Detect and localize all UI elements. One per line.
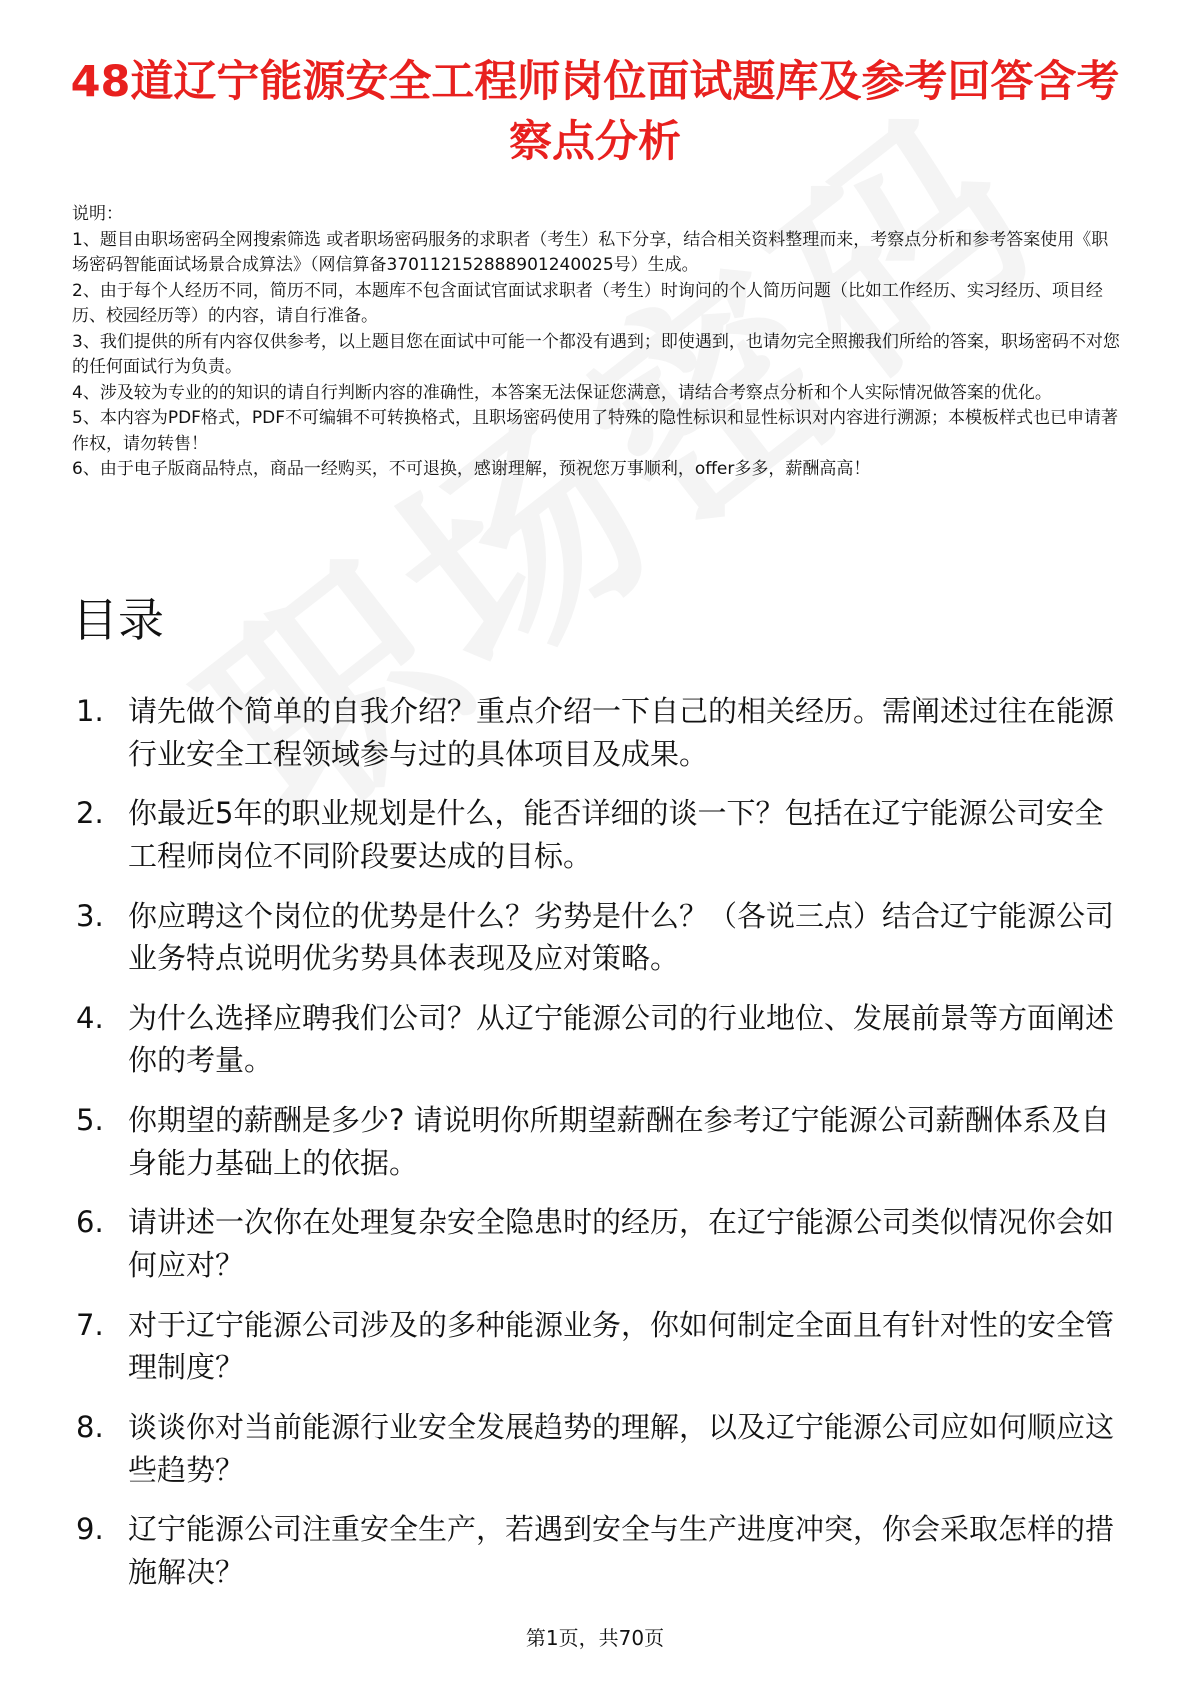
toc-item-text: 请讲述一次你在处理复杂安全隐患时的经历，在辽宁能源公司类似情况你会如何应对？ xyxy=(128,1205,1115,1282)
toc-item-text: 对于辽宁能源公司涉及的多种能源业务，你如何制定全面且有针对性的安全管理制度？ xyxy=(128,1307,1115,1385)
toc-item-text: 请先做个简单的自我介绍？重点介绍一下自己的相关经历。需阐述过往在能源行业安全工程领域参与过的具体项目及成果。 xyxy=(128,694,1115,771)
notes-heading: 说明： xyxy=(72,204,123,224)
page-footer: 第1页，共70页 xyxy=(525,1626,665,1650)
toc-item-number: 7. xyxy=(76,1307,104,1342)
toc-item-number: 2. xyxy=(76,796,104,831)
toc-item[interactable] xyxy=(76,895,1126,980)
toc-item[interactable] xyxy=(76,792,1126,877)
toc-item[interactable] xyxy=(76,997,1126,1082)
toc-item-text: 辽宁能源公司注重安全生产，若遇到安全与生产进度冲突，你会采取怎样的措施解决？ xyxy=(128,1512,1115,1589)
toc-item-text: 为什么选择应聘我们公司？从辽宁能源公司的行业地位、发展前景等方面阐述你的考量。 xyxy=(128,1000,1115,1078)
notes-section xyxy=(72,202,1122,483)
toc-item-text: 谈谈你对当前能源行业安全发展趋势的理解，以及辽宁能源公司应如何顺应这些趋势？ xyxy=(128,1410,1115,1487)
toc-item[interactable] xyxy=(76,1099,1126,1184)
toc-item-number: 8. xyxy=(76,1410,104,1445)
notes-item-2: 2、由于每个人经历不同，简历不同，本题库不包含面试官面试求职者（考生）时询问的个人简历问题（比如工作经历、实习经历、项目经历、校园经历等）的内容，请自行准备。 xyxy=(72,280,1103,326)
toc-item-text: 你期望的薪酬是多少? 请说明你所期望薪酬在参考辽宁能源公司薪酬体系及自身能力基础上的依据。 xyxy=(128,1103,1110,1180)
toc-item-text: 你应聘这个岗位的优势是什么？劣势是什么？（各说三点）结合辽宁能源公司业务特点说明优劣势具体表现及应对策略。 xyxy=(128,898,1115,976)
document-title: 48道辽宁能源安全工程师岗位面试题库及参考回答含考察点分析 xyxy=(70,57,1120,167)
toc-list xyxy=(76,690,1126,1611)
toc-item-number: 6. xyxy=(76,1205,104,1240)
toc-item[interactable] xyxy=(76,690,1126,775)
notes-item-3: 3、我们提供的所有内容仅供参考，以上题目您在面试中可能一个都没有遇到；即使遇到，也请勿完全照搬我们所给的答案，职场密码不对您的任何面试行为负责。 xyxy=(72,331,1120,377)
toc-item-text: 你最近5年的职业规划是什么，能否详细的谈一下？包括在辽宁能源公司安全工程师岗位不同阶段要达成的目标。 xyxy=(128,796,1104,873)
toc-item[interactable] xyxy=(76,1406,1126,1491)
toc-item[interactable] xyxy=(76,1201,1126,1286)
toc-item-number: 5. xyxy=(76,1103,104,1138)
toc-item[interactable] xyxy=(76,1304,1126,1389)
toc-item[interactable] xyxy=(76,1508,1126,1593)
notes-item-4: 4、涉及较为专业的的知识的请自行判断内容的准确性，本答案无法保证您满意，请结合考察点分析和个人实际情况做答案的优化。 xyxy=(72,382,1052,403)
notes-item-5: 5、本内容为PDF格式，PDF不可编辑不可转换格式，且职场密码使用了特殊的隐性标识和显性标识对内容进行溯源；本模板样式也已申请著作权，请勿转售！ xyxy=(72,408,1119,454)
notes-item-1: 1、题目由职场密码全网搜索筛选 或者职场密码服务的求职者（考生）私下分享，结合相关资料整理而来，考察点分析和参考答案使用《职场密码智能面试场景合成算法》（网信算备370112152888901240025号）生成。 xyxy=(72,229,1109,275)
toc-item-number: 9. xyxy=(76,1512,104,1547)
toc-item-number: 3. xyxy=(76,898,104,933)
toc-item-number: 1. xyxy=(76,694,104,728)
toc-item-number: 4. xyxy=(76,1000,104,1035)
notes-item-6: 6、由于电子版商品特点，商品一经购买，不可退换，感谢理解，预祝您万事顺利，offer多多，薪酬高高！ xyxy=(72,459,871,479)
toc-heading: 目录 xyxy=(72,593,164,647)
